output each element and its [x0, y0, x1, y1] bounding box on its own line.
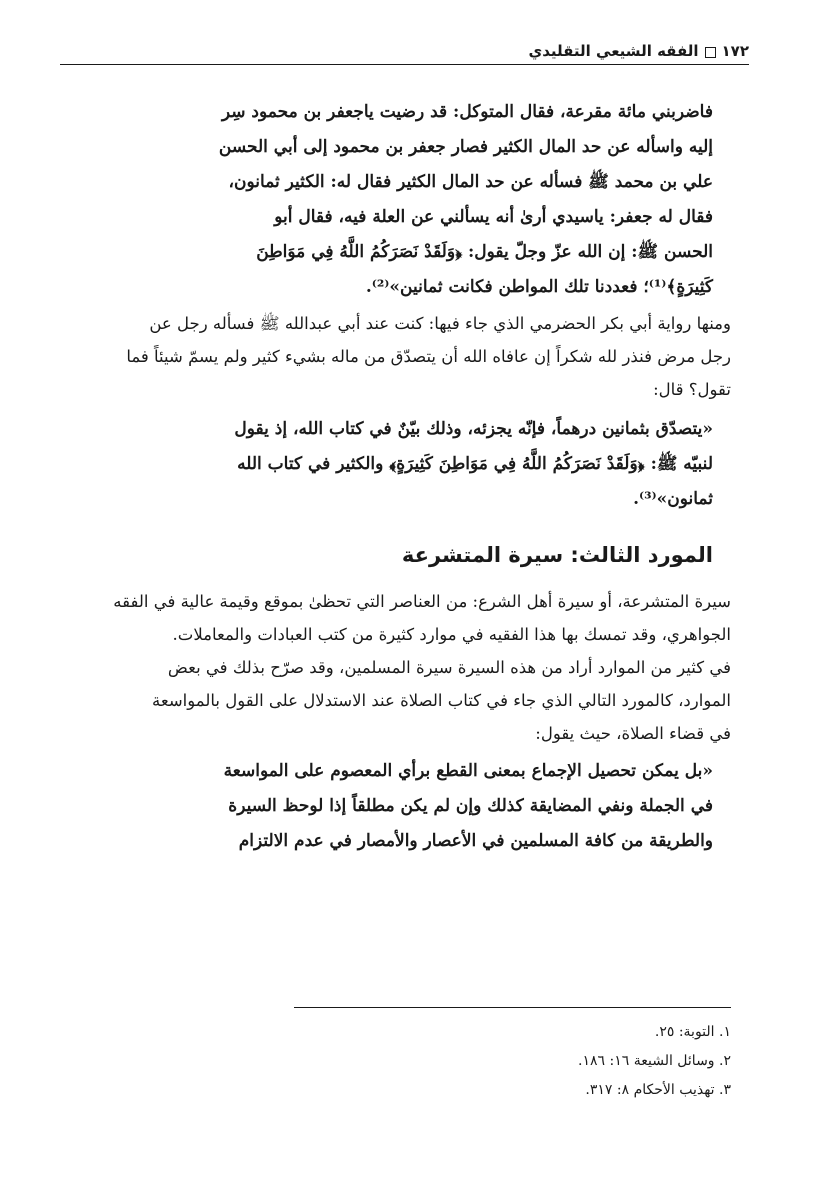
- quote-line: والطريقة من كافة المسلمين في الأعصار والأمصار في عدم الالتزام: [238, 831, 713, 851]
- quote-line: كَثِيرَةٍ﴾⁽¹⁾؛ فعددنا تلك المواطن فكانت ثمانين»⁽²⁾.: [365, 277, 713, 297]
- quote-line: إليه واسأله عن حد المال الكثير فصار جعفر بن محمود إلى أبي الحسن: [218, 137, 713, 157]
- quote-block-1: [100, 95, 731, 305]
- paragraph-3: [65, 651, 731, 750]
- footnote: ٣. تهذيب الأحكام ٨: ٣١٧.: [585, 1082, 731, 1098]
- paragraph-line: الجواهري، وقد تمسك بها هذا الفقيه في موارد كثيرة من كتب العبادات والمعاملات.: [172, 625, 731, 644]
- footnote: ٢. وسائل الشيعة ١٦: ١٨٦.: [578, 1053, 731, 1069]
- section-heading: المورد الثالث: سيرة المتشرعة: [401, 543, 713, 567]
- quote-line: «بل يمكن تحصيل الإجماع بمعنى القطع برأي المعصوم على المواسعة: [223, 761, 713, 781]
- paragraph-1: [65, 307, 731, 406]
- footnotes: [231, 1018, 731, 1105]
- quote-line: علي بن محمد ﷺ فسأله عن حد المال الكثير فقال له: الكثير ثمانون،: [228, 172, 713, 192]
- running-title: الفقه الشيعي التقليدي: [528, 42, 699, 60]
- footnote-divider: [294, 1007, 731, 1008]
- quote-line: «يتصدّق بثمانين درهماً، فإنّه يجزئه، وذلك بيّنٌ في كتاب الله، إذ يقول: [234, 419, 713, 439]
- quote-block-3: [100, 754, 731, 859]
- quote-line: في الجملة ونفي المضايقة كذلك وإن لم يكن مطلقاً إذا لوحظ السيرة: [228, 796, 713, 816]
- quote-block-2: [100, 412, 731, 517]
- paragraph-line: الموارد، كالمورد التالي الذي جاء في كتاب الصلاة عند الاستدلال على القول بالمواسعة: [152, 691, 731, 710]
- quote-line: ثمانون»⁽³⁾.: [633, 489, 713, 509]
- page-body: [65, 95, 731, 859]
- paragraph-line: سيرة المتشرعة، أو سيرة أهل الشرع: من العناصر التي تحظىٰ بموقع وقيمة عالية في الفقه: [113, 592, 731, 611]
- page-number: ١٧٢: [721, 42, 749, 60]
- square-ornament-icon: [705, 47, 716, 58]
- quote-line: فاضربني مائة مقرعة، فقال المتوكل: قد رضيت ياجعفر بن محمود سِر: [221, 102, 713, 122]
- paragraph-2: [65, 585, 731, 651]
- quote-line: الحسن ﷺ: إن الله عزّ وجلّ يقول: ﴿وَلَقَدْ نَصَرَكُمُ اللَّهُ فِي مَوَاطِنَ: [256, 242, 713, 262]
- paragraph-line: في قضاء الصلاة، حيث يقول:: [535, 724, 731, 743]
- footnote: ١. التوبة: ٢٥.: [654, 1024, 731, 1040]
- running-header: [60, 30, 749, 65]
- paragraph-line: تقول؟ قال:: [653, 380, 731, 399]
- quote-line: لنبيّه ﷺ: ﴿وَلَقَدْ نَصَرَكُمُ اللَّهُ فِي مَوَاطِنَ كَثِيرَةٍ﴾ والكثير في كتاب الله: [237, 454, 713, 474]
- quote-line: فقال له جعفر: ياسيدي أرىٰ أنه يسألني عن العلة فيه، فقال أبو: [274, 207, 713, 227]
- paragraph-line: في كثير من الموارد أراد من هذه السيرة سيرة المسلمين، وقد صرّح بذلك في بعض: [167, 658, 731, 677]
- paragraph-line: ومنها رواية أبي بكر الحضرمي الذي جاء فيها: كنت عند أبي عبدالله ﷺ فسأله رجل عن: [149, 314, 731, 333]
- paragraph-line: رجل مرض فنذر لله شكراً إن عافاه الله أن يتصدّق من ماله بشيء كثير ولم يسمّ شيئاً فما: [126, 347, 731, 366]
